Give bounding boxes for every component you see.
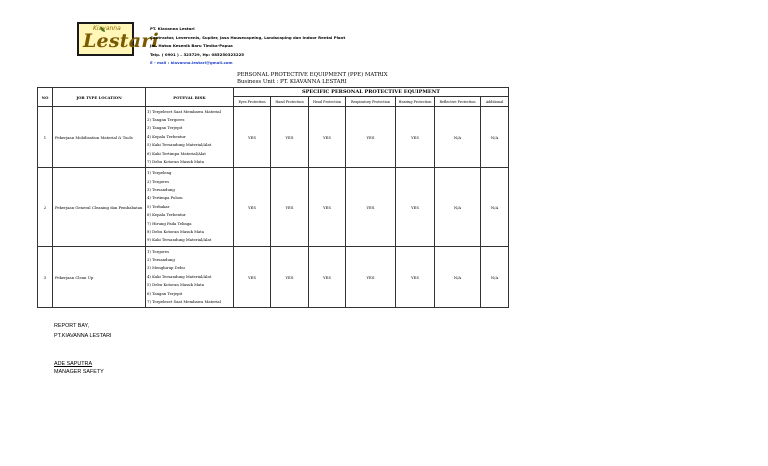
risk-item: 3) Menghirup Debu — [147, 265, 185, 271]
risk-item: 1) Tergores — [147, 248, 170, 254]
row-risks — [146, 247, 234, 308]
cell-value: N/A — [435, 107, 481, 168]
row-no: 2 — [38, 168, 53, 247]
col-respiratory: Respiratory Protection — [346, 97, 396, 107]
logo-small-text: Kiavanna — [93, 25, 121, 32]
row-location: Pekerjaan Clean Up — [53, 247, 146, 308]
risk-item: 6) Kaki Tertimpa Material/Alat — [147, 150, 206, 156]
cell-value: YES — [271, 168, 309, 247]
cell-value: YES — [396, 168, 435, 247]
header-equipment-group: SPECIFIC PERSONAL PROTECTIVE EQUIPMENT — [234, 88, 509, 97]
cell-value: YES — [309, 247, 346, 308]
cell-value: YES — [346, 107, 396, 168]
cell-value: N/A — [435, 247, 481, 308]
risk-item: 5) Debu Kotoran Masuk Mata — [147, 282, 205, 288]
risk-item: 6) Tangan Terjepit — [147, 290, 183, 296]
col-head: Head Protection — [309, 97, 346, 107]
risk-item: 9) Kaki Tersandung Material/Alat — [147, 237, 212, 243]
risk-item: 1) Terpeleset Saat Membawa Material — [147, 108, 221, 114]
col-eyes: Eyes Protection — [234, 97, 271, 107]
risk-item: 2) Tersandung — [147, 256, 175, 262]
risk-item: 7) Hirung Pada Telinga — [147, 220, 192, 226]
cell-value: N/A — [481, 107, 509, 168]
cell-value: YES — [309, 107, 346, 168]
title-line-2: Business Unit : PT. KIAVANNA LESTARI — [237, 79, 347, 85]
cell-value: N/A — [481, 168, 509, 247]
cell-value: YES — [271, 247, 309, 308]
cell-value: YES — [234, 168, 271, 247]
table-row — [38, 247, 509, 308]
risk-item: 5) Terbakar — [147, 203, 170, 209]
col-reflective: Reflective Protection — [435, 97, 481, 107]
company-description: Contractor, Levercenis, Suplier, Jasa Housecapeing, Landscaping dan Indoor Rental Plant — [150, 34, 346, 40]
col-hearing: Hearing Protection — [396, 97, 435, 107]
risk-item: 5) Kaki Tersandung Material/Alat — [147, 142, 212, 148]
document-title — [237, 72, 388, 86]
logo-big-text: Lestari — [83, 30, 159, 52]
row-location: Pekerjaan Mobilisation Material & Tools — [53, 107, 146, 168]
report-company: PT.KIAVANNA LESTARI — [54, 333, 112, 339]
company-header — [150, 25, 345, 68]
row-location: Pekerjaan General Cleaning dan Pembabatan — [53, 168, 146, 247]
risk-item: 6) Kepala Terbentur — [147, 212, 186, 218]
cell-value: N/A — [481, 247, 509, 308]
risk-item: 4) Tertimpa Pohon — [147, 195, 183, 201]
risk-item: 3) Tersandung — [147, 186, 175, 192]
cell-value: YES — [309, 168, 346, 247]
risk-item: 2) Tangan Tergores — [147, 116, 185, 122]
row-risks — [146, 107, 234, 168]
cell-value: YES — [346, 247, 396, 308]
col-additional: Additional — [481, 97, 509, 107]
report-by-label: REPORT BAY, — [54, 323, 89, 329]
risk-item: 4) Kepala Terbentur — [147, 133, 186, 139]
cell-value: YES — [271, 107, 309, 168]
cell-value: YES — [396, 107, 435, 168]
cell-value: N/A — [435, 168, 481, 247]
signer-title: MANAGER SAFETY — [54, 369, 104, 375]
cell-value: YES — [234, 107, 271, 168]
risk-item: 4) Kaki Tersandung Material/Alat — [147, 273, 212, 279]
ppe-matrix-table — [37, 87, 509, 308]
risk-item: 3) Tangan Terjepit — [147, 125, 183, 131]
risk-item: 7) Debu Kotoran Masuk Mata — [147, 159, 205, 165]
company-phone: Telp. ( 0901 ) – 323729, Hp: 085250323225 — [150, 51, 244, 57]
company-name: PT. Kiavanna Lestari — [150, 26, 195, 31]
table-row — [38, 168, 509, 247]
row-no: 1 — [38, 107, 53, 168]
header-location: JOB TYPE LOCATION — [53, 88, 146, 107]
risk-item: 7) Terpeleset Saat Membawa Material — [147, 299, 221, 305]
row-risks — [146, 168, 234, 247]
company-address: Jln. Hatoo Kesenik Baru Timika-Papua — [150, 43, 233, 48]
title-line-1: PERSONAL PROTECTIVE EQUIPMENT (PPE) MATRIX — [237, 72, 388, 78]
cell-value: YES — [396, 247, 435, 308]
signer-name: ADE SAPUTRA — [54, 361, 93, 367]
table-row — [38, 107, 509, 168]
risk-item: 2) Tergores — [147, 178, 170, 184]
risk-item: 1) Terpeleng — [147, 170, 172, 176]
risk-item: 8) Debu Kotoran Masuk Mata — [147, 229, 205, 235]
company-logo — [77, 22, 159, 56]
header-risk: POTEVAL RISK — [146, 88, 234, 107]
header-no: NO — [38, 88, 53, 107]
header-row — [38, 88, 509, 97]
cell-value: YES — [346, 168, 396, 247]
cell-value: YES — [234, 247, 271, 308]
col-hand: Hand Protection — [271, 97, 309, 107]
row-no: 3 — [38, 247, 53, 308]
company-email: E - mail : kiavanna.lestari@gmail.com — [150, 60, 233, 65]
